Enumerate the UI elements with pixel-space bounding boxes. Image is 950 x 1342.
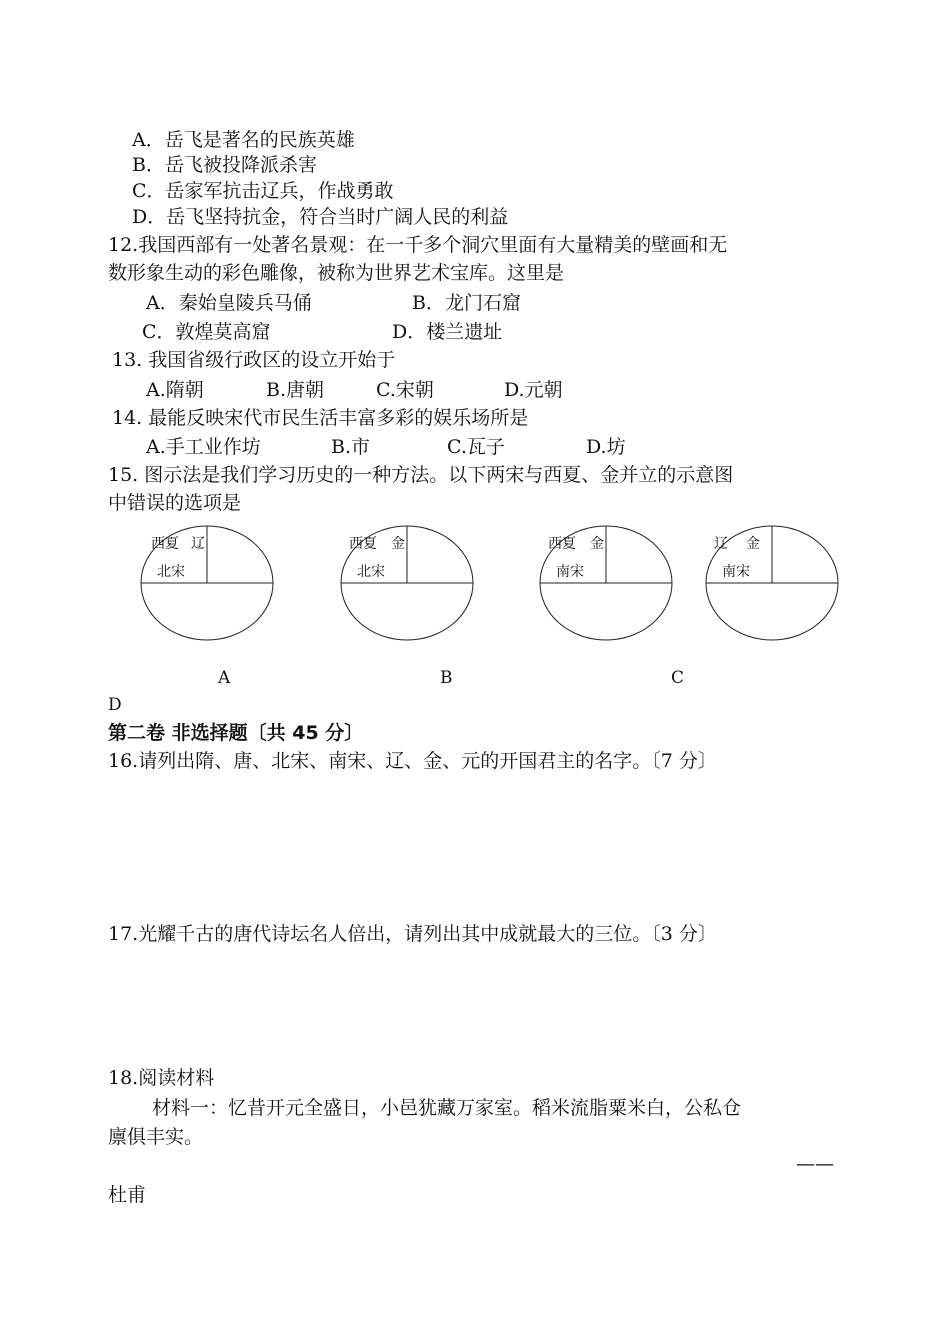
q18-material1-line2: 廪俱丰实。 (108, 1126, 204, 1148)
q15-diagram-a-top-right: 辽 (191, 536, 205, 552)
q15-letter-b: B (440, 668, 453, 688)
q15-stem-line1: 15. 图示法是我们学习历史的一种方法。以下两宋与西夏、金并立的示意图 (108, 464, 734, 486)
q15-diagram-a-bottom: 北宋 (157, 564, 185, 580)
q18-author: 杜甫 (108, 1184, 147, 1206)
q13-option-c: C.宋朝 (376, 379, 434, 401)
q12-stem-line2: 数形象生动的彩色雕像，被称为世界艺术宝库。这里是 (108, 262, 565, 284)
q14-stem: 14. 最能反映宋代市民生活丰富多彩的娱乐场所是 (112, 407, 529, 429)
part2-heading: 第二卷 非选择题〔共 45 分〕 (108, 722, 364, 744)
q15-diagram-c-top-right: 金 (590, 536, 604, 552)
q18-dash: —— (796, 1153, 834, 1175)
q13-stem: 13. 我国省级行政区的设立开始于 (112, 349, 396, 371)
q18-stem: 18.阅读材料 (108, 1067, 215, 1089)
q15-letter-c: C (671, 668, 685, 688)
q12-option-b: B．龙门石窟 (412, 292, 521, 314)
q12-stem-line1: 12.我国西部有一处著名景观：在一千多个洞穴里面有大量精美的壁画和无 (108, 234, 728, 256)
q15-diagram-b (339, 525, 479, 643)
q15-letter-a: A (218, 668, 231, 688)
q13-option-b: B.唐朝 (266, 379, 325, 401)
q15-diagram-a (139, 525, 279, 643)
q15-diagram-c-bottom: 南宋 (556, 564, 584, 580)
q15-diagram-b-top-left: 西夏 (349, 536, 377, 552)
q14-option-d: D.坊 (586, 436, 626, 458)
q18-material1-line1: 材料一：忆昔开元全盛日，小邑犹藏万家室。稻米流脂粟米白，公私仓 (152, 1097, 742, 1119)
q15-diagram-d-top-left: 辽 (714, 536, 728, 552)
q15-diagram-b-bottom: 北宋 (357, 564, 385, 580)
q17-stem: 17.光耀千古的唐代诗坛名人倍出，请列出其中成就最大的三位。〔3 分〕 (108, 923, 717, 945)
q14-option-b: B.市 (331, 436, 371, 458)
q13-option-a: A.隋朝 (146, 379, 204, 401)
q16-stem: 16.请列出隋、唐、北宋、南宋、辽、金、元的开国君主的名字。〔7 分〕 (108, 750, 717, 772)
q15-diagram-a-top-left: 西夏 (151, 536, 179, 552)
q12-option-c: C．敦煌莫高窟 (142, 321, 271, 343)
q12-option-a: A．秦始皇陵兵马俑 (146, 292, 312, 314)
q11-option-c: C．岳家军抗击辽兵，作战勇敢 (132, 180, 394, 202)
q13-option-d: D.元朝 (504, 379, 563, 401)
q15-diagram-c-top-left: 西夏 (548, 536, 576, 552)
q15-diagram-b-top-right: 金 (391, 536, 405, 552)
q15-diagram-d-bottom: 南宋 (722, 564, 750, 580)
q11-option-b: B．岳飞被投降派杀害 (132, 154, 317, 176)
q15-stem-line2: 中错误的选项是 (108, 492, 242, 514)
q11-option-d: D．岳飞坚持抗金，符合当时广阔人民的利益 (132, 206, 509, 228)
q12-option-d: D．楼兰遗址 (392, 321, 503, 343)
q15-diagram-d (704, 525, 844, 643)
q11-option-a: A．岳飞是著名的民族英雄 (132, 129, 355, 151)
q14-option-c: C.瓦子 (447, 436, 505, 458)
q15-diagram-c (538, 525, 678, 643)
q14-option-a: A.手工业作坊 (146, 436, 261, 458)
q15-letter-d: D (108, 695, 122, 715)
q15-diagram-d-top-right: 金 (746, 536, 760, 552)
